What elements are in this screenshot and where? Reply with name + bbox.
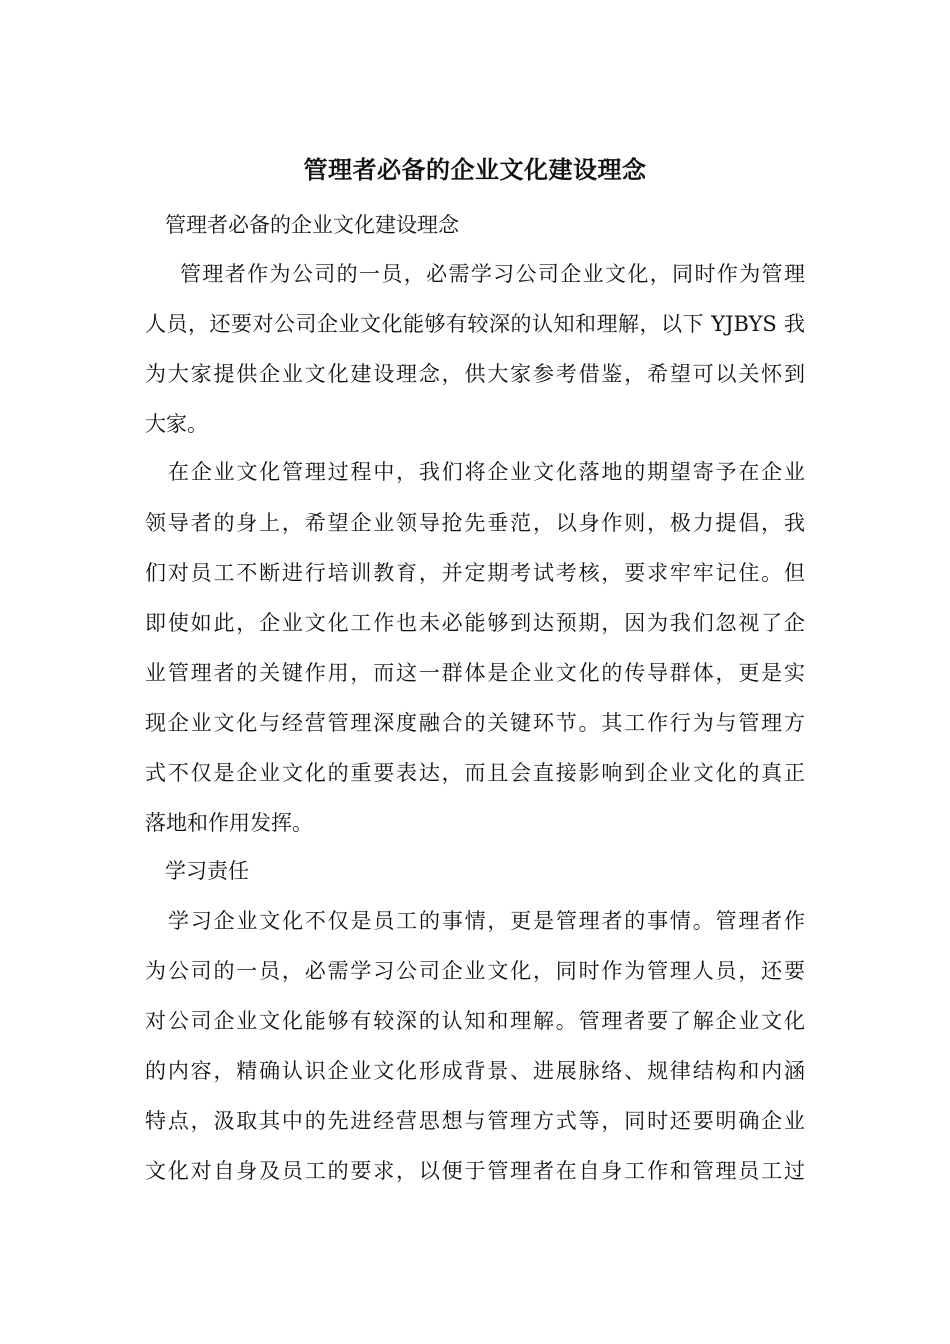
paragraph-2-line-6: 现企业文化与经营管理深度融合的关键环节。其工作行为与管理方 <box>145 711 805 735</box>
paragraph-2-line-2: 领导者的身上，希望企业领导抢先垂范，以身作则，极力提倡，我 <box>145 511 805 535</box>
paragraph-3-line-1: 学习企业文化不仅是员工的事情，更是管理者的事情。管理者作 <box>168 909 805 933</box>
paragraph-2-line-5: 业管理者的关键作用，而这一群体是企业文化的传导群体，更是实 <box>145 661 805 685</box>
paragraph-2-line-4: 即使如此，企业文化工作也未必能够到达预期，因为我们忽视了企 <box>145 611 805 635</box>
paragraph-3-line-5: 特点，汲取其中的先进经营思想与管理方式等，同时还要明确企业 <box>145 1109 805 1133</box>
paragraph-3-line-2: 为公司的一员，必需学习公司企业文化，同时作为管理人员，还要 <box>145 959 805 983</box>
section-heading-learning-responsibility: 学习责任 <box>165 859 249 883</box>
paragraph-1-line-2: 人员，还要对公司企业文化能够有较深的认知和理解，以下 YJBYS 我 <box>145 312 805 336</box>
paragraph-3-line-3: 对公司企业文化能够有较深的认知和理解。管理者要了解企业文化 <box>145 1009 805 1033</box>
document-title: 管理者必备的企业文化建设理念 <box>303 155 647 184</box>
paragraph-1-line-4: 大家。 <box>145 412 208 436</box>
paragraph-2-line-3: 们对员工不断进行培训教育，并定期考试考核，要求牢牢记住。但 <box>145 561 805 585</box>
paragraph-1-line-1: 管理者作为公司的一员，必需学习公司企业文化，同时作为管理 <box>180 262 805 286</box>
paragraph-3-line-6: 文化对自身及员工的要求，以便于管理者在自身工作和管理员工过 <box>145 1159 805 1183</box>
paragraph-1-line-3: 为大家提供企业文化建设理念，供大家参考借鉴，希望可以关怀到 <box>145 362 805 386</box>
paragraph-2-line-1: 在企业文化管理过程中，我们将企业文化落地的期望寄予在企业 <box>168 460 805 484</box>
subtitle-line: 管理者必备的企业文化建设理念 <box>165 213 459 237</box>
paragraph-2-line-8: 落地和作用发挥。 <box>145 811 313 835</box>
paragraph-2-line-7: 式不仅是企业文化的重要表达，而且会直接影响到企业文化的真正 <box>145 761 805 785</box>
paragraph-3-line-4: 的内容，精确认识企业文化形成背景、进展脉络、规律结构和内涵 <box>145 1059 805 1083</box>
